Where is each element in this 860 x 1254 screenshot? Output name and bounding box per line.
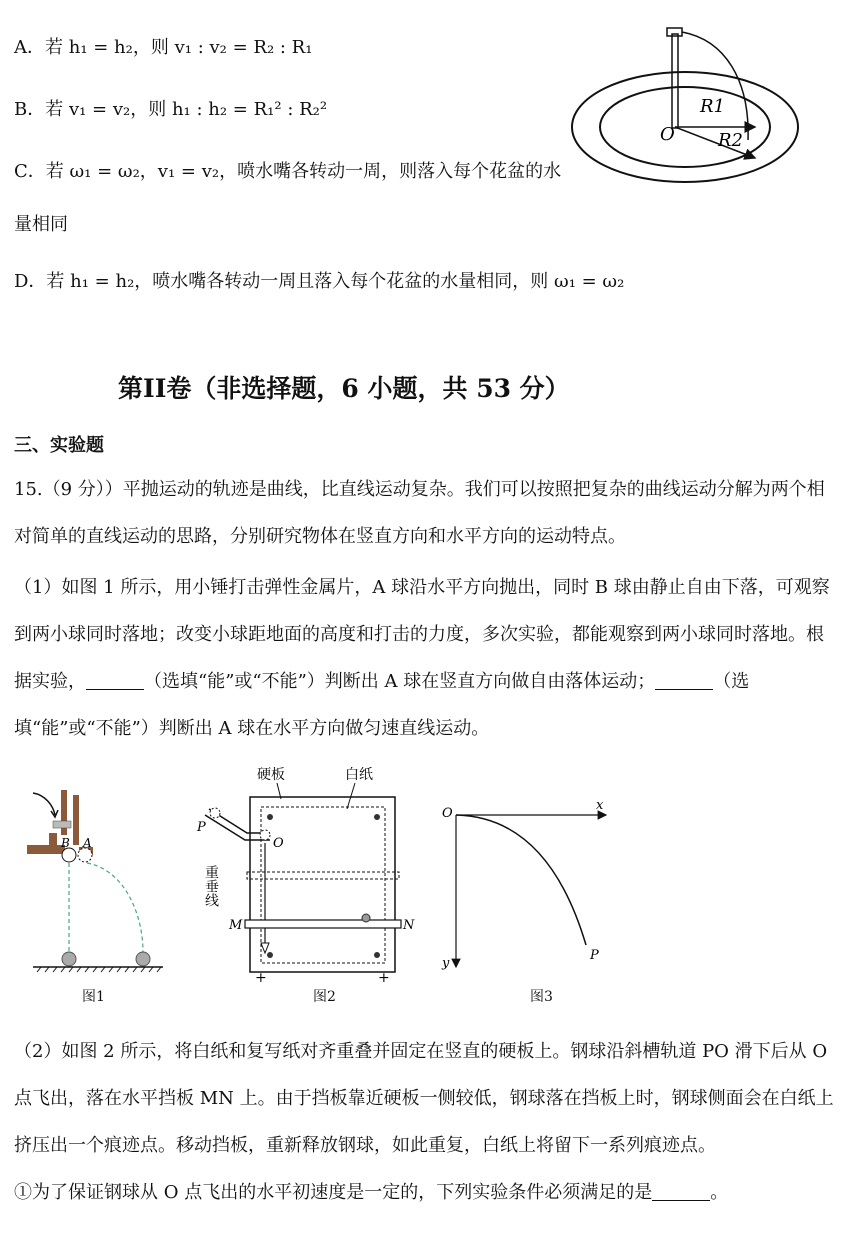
label-r1: R1 bbox=[700, 96, 726, 117]
stand-post bbox=[73, 795, 79, 845]
q15-part1-text-a: （1）如图 1 所示，用小锤打击弹性金属片，A 球沿水平方向抛出，同时 B 球由静止自由下落，可观察到两小球同时落地；改变小球距地面的高度和打击的力度，多次实验，都能观察到两小球同时落地。根据实验， bbox=[14, 577, 830, 692]
answer-blank-3[interactable] bbox=[652, 1182, 710, 1201]
q15-part1-text-b: （选填“能”或“不能”）判断出 A 球在竖直方向做自由落体运动； bbox=[144, 671, 656, 692]
q15-part2: （2）如图 2 所示，将白纸和复写纸对齐重叠并固定在竖直的硬板上。钢球沿斜槽轨道 PO 滑下后从 O 点飞出，落在水平挡板 MN 上。由于挡板靠近硬板一侧较低，钢球落在挡板上时，钢球侧面会在白纸上挤压出一个痕迹点。移动挡板，重新释放钢球，如此重复，白纸上将留下一系列痕迹点。 bbox=[14, 1041, 834, 1156]
answer-blank-1[interactable] bbox=[86, 671, 144, 690]
svg-text:+: + bbox=[255, 970, 267, 986]
sprinkler-nozzle bbox=[667, 28, 682, 36]
q15-part2-q1-text: ①为了保证钢球从 O 点飞出的水平初速度是一定的，下列实验条件必须满足的是 bbox=[14, 1182, 653, 1203]
option-c-line2: 量相同 bbox=[14, 214, 68, 235]
ball-b-landed bbox=[62, 952, 76, 966]
dashed-baffle bbox=[247, 872, 399, 879]
svg-text:+: + bbox=[378, 970, 390, 986]
section-subtitle: 三、实验题 bbox=[14, 435, 104, 456]
sprinkler-figure bbox=[560, 20, 810, 190]
label-a: A bbox=[83, 836, 92, 850]
figure-1-caption: 图1 bbox=[82, 989, 105, 1005]
hard-board bbox=[250, 797, 395, 972]
label-hard-board: 硬板 bbox=[257, 767, 285, 783]
label-b: B bbox=[61, 836, 70, 850]
figure-2 bbox=[195, 765, 415, 986]
answer-blank-2[interactable] bbox=[655, 671, 713, 690]
a-trajectory bbox=[87, 863, 143, 952]
baffle-mn bbox=[245, 920, 401, 928]
ball-a bbox=[78, 848, 92, 862]
label-x: x bbox=[596, 798, 604, 813]
ball-a-landed bbox=[136, 952, 150, 966]
q15-part1 bbox=[14, 564, 840, 752]
white-paper bbox=[261, 807, 385, 963]
label-plumb-line: 重垂线 bbox=[203, 865, 219, 907]
label-o: O bbox=[273, 836, 284, 851]
label-m: M bbox=[229, 918, 243, 933]
label-o: O bbox=[442, 806, 453, 821]
water-arc bbox=[682, 32, 748, 140]
figure-2-caption: 图2 bbox=[313, 989, 336, 1005]
trajectory-curve bbox=[456, 815, 586, 945]
section-title: 第II卷（非选择题，6 小题，共 53 分） bbox=[118, 374, 570, 403]
q15-part1-text-c: （选填“能”或“不能”）判断出 A 球在水平方向做匀速直线运动。 bbox=[14, 671, 750, 739]
label-n: N bbox=[403, 918, 415, 933]
option-d: D．若 h₁ = h₂，喷水嘴各转动一周且落入每个花盆的水量相同，则 ω₁ = ω₂ bbox=[14, 271, 625, 292]
label-o: O bbox=[660, 124, 675, 145]
label-p: P bbox=[590, 948, 599, 963]
sprinkler-pole bbox=[672, 34, 678, 128]
label-r2: R2 bbox=[718, 130, 744, 151]
q15-part2-q1 bbox=[14, 1169, 840, 1216]
q15-intro: 15.（9 分））平抛运动的轨迹是曲线，比直线运动复杂。我们可以按照把复杂的曲线运动分解为两个相对简单的直线运动的思路，分别研究物体在竖直方向和水平方向的运动特点。 bbox=[14, 479, 825, 547]
label-p: P bbox=[197, 820, 206, 835]
stand-base bbox=[27, 845, 65, 854]
figure-3-caption: 图3 bbox=[530, 989, 553, 1005]
option-a: A．若 h₁ = h₂，则 v₁ : v₂ = R₂ : R₁ bbox=[14, 37, 313, 58]
label-white-paper: 白纸 bbox=[345, 767, 373, 783]
option-b: B．若 v₁ = v₂，则 h₁ : h₂ = R₁² : R₂² bbox=[14, 99, 328, 120]
figure-1 bbox=[25, 775, 175, 975]
ball-b bbox=[62, 848, 76, 862]
option-c-line1: C．若 ω₁ = ω₂，v₁ = v₂，喷水嘴各转动一周，则落入每个花盆的水 bbox=[14, 161, 562, 182]
figure-3 bbox=[438, 795, 618, 980]
label-y: y bbox=[442, 956, 450, 971]
q15-part2-q1-end: 。 bbox=[710, 1182, 729, 1203]
